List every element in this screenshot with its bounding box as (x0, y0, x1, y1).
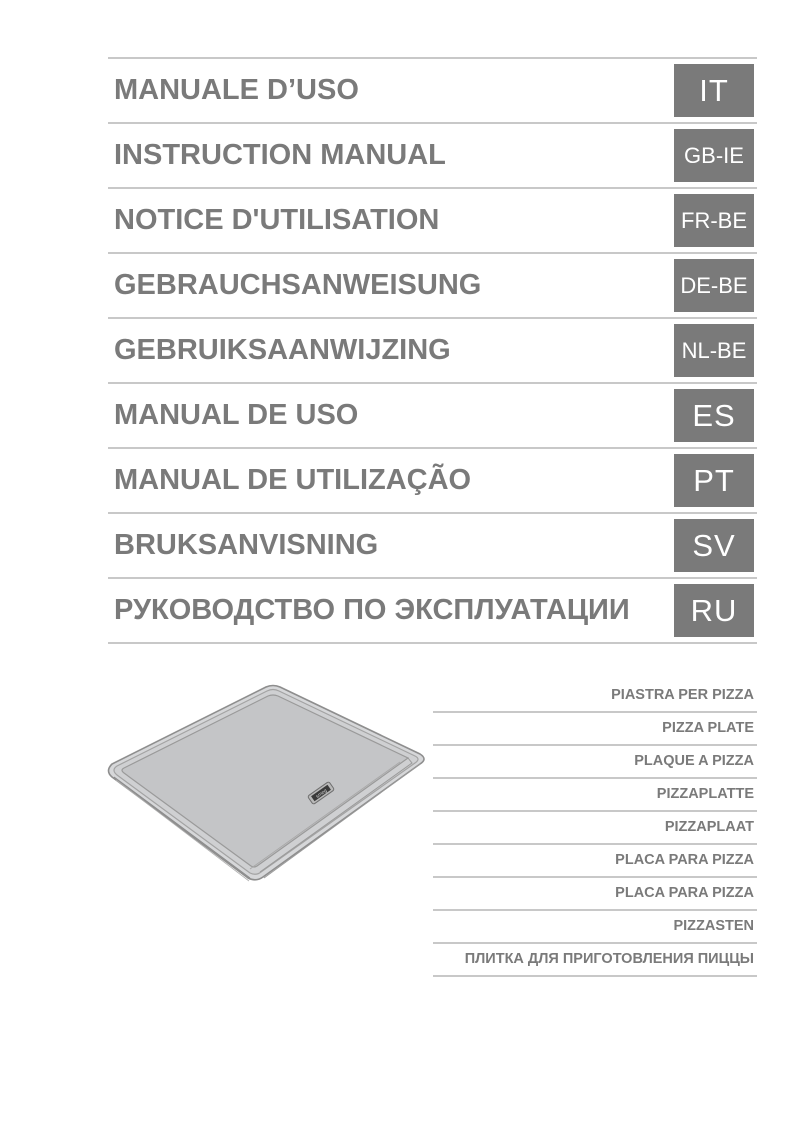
svg-text:smeg: smeg (314, 787, 329, 800)
pizza-plate-icon (100, 678, 440, 893)
language-code-badge: GB-IE (674, 129, 754, 182)
product-name: PIZZASTEN (673, 918, 754, 934)
product-name-row (433, 714, 757, 746)
product-name-row (433, 846, 757, 878)
product-name-row (433, 912, 757, 944)
language-code-badge: RU (674, 584, 754, 637)
language-title: MANUALE D’USO (114, 74, 359, 106)
language-row-ru (108, 577, 757, 644)
language-title: GEBRAUCHSANWEISUNG (114, 269, 482, 301)
language-title: РУКОВОДСТВО ПО ЭКСПЛУАТАЦИИ (114, 594, 630, 626)
language-title: GEBRUIKSAANWIJZING (114, 334, 451, 366)
language-code-badge: PT (674, 454, 754, 507)
product-name-row (433, 681, 757, 713)
language-row-nl-be (108, 317, 757, 382)
product-name-row (433, 945, 757, 977)
language-row-de-be (108, 252, 757, 317)
language-row-fr-be (108, 187, 757, 252)
product-name: PIZZA PLATE (662, 720, 754, 736)
pizza-plate-illustration (100, 678, 440, 893)
product-name-row (433, 813, 757, 845)
language-code-badge: IT (674, 64, 754, 117)
language-title: NOTICE D'UTILISATION (114, 204, 440, 236)
product-name-list (433, 681, 757, 978)
product-name: PLAQUE A PIZZA (634, 753, 754, 769)
product-name: PIZZAPLATTE (656, 786, 754, 802)
language-title-list (108, 57, 757, 644)
product-name: ПЛИТКА ДЛЯ ПРИГОТОВЛЕНИЯ ПИЦЦЫ (464, 951, 754, 967)
language-row-it (108, 57, 757, 122)
language-title: BRUKSANVISNING (114, 529, 379, 561)
language-row-gb-ie (108, 122, 757, 187)
language-row-pt (108, 447, 757, 512)
language-row-sv (108, 512, 757, 577)
language-code-badge: FR-BE (674, 194, 754, 247)
language-code-badge: NL-BE (674, 324, 754, 377)
product-name-row (433, 879, 757, 911)
product-name: PIZZAPLAAT (664, 819, 754, 835)
language-row-es (108, 382, 757, 447)
product-name: PLACA PARA PIZZA (615, 852, 754, 868)
language-title: MANUAL DE USO (114, 399, 359, 431)
product-name: PIASTRA PER PIZZA (611, 687, 754, 703)
product-name-row (433, 747, 757, 779)
product-name: PLACA PARA PIZZA (615, 885, 754, 901)
language-code-badge: SV (674, 519, 754, 572)
language-code-badge: ES (674, 389, 754, 442)
language-title: INSTRUCTION MANUAL (114, 139, 446, 171)
product-name-row (433, 780, 757, 812)
language-code-badge: DE-BE (674, 259, 754, 312)
language-title: MANUAL DE UTILIZAÇÃO (114, 464, 472, 496)
